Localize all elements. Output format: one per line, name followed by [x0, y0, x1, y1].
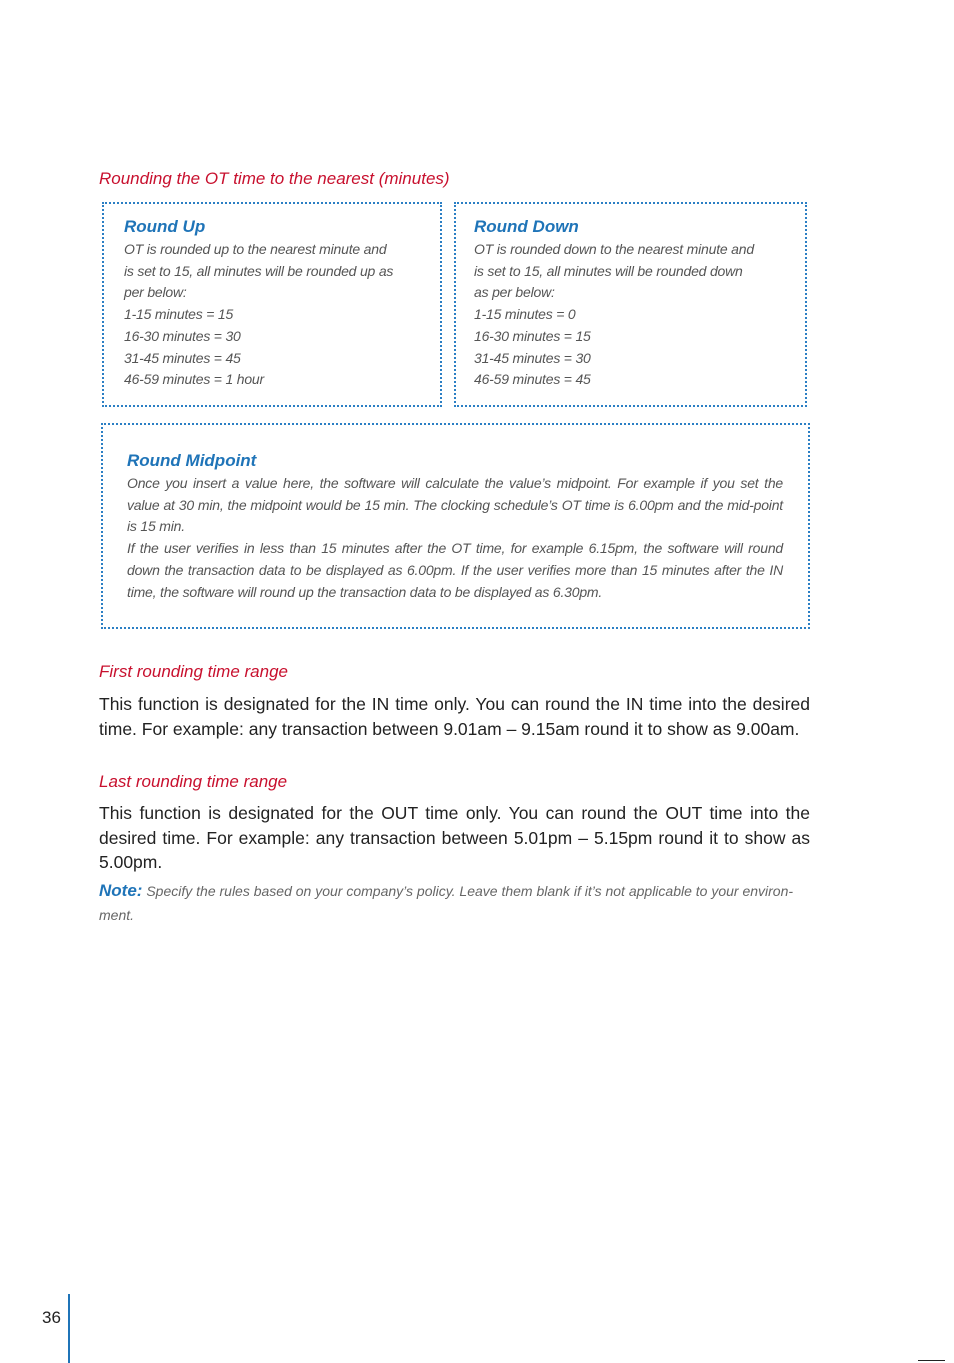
first-range-heading: First rounding time range — [99, 662, 288, 681]
round-down-text — [474, 239, 787, 391]
corner-rule — [918, 1360, 945, 1361]
round-up-line: is set to 15, all minutes will be rounded up as — [124, 262, 394, 279]
round-down-line: 46-59 minutes = 45 — [474, 371, 591, 388]
round-up-text — [124, 239, 420, 391]
section-heading: Rounding the OT time to the nearest (minutes) — [99, 169, 450, 188]
last-range-heading: Last rounding time range — [99, 772, 288, 791]
round-down-line: 16-30 minutes = 15 — [474, 327, 591, 344]
note-text: Specify the rules based on your company’s policy. Leave them blank if it’s not applicable to your environ-ment. — [99, 883, 794, 923]
round-down-line: 1-15 minutes = 0 — [474, 306, 576, 323]
note-label: Note: — [99, 881, 143, 900]
round-midpoint-paragraph: Once you insert a value here, the software will calculate the value’s midpoint. For example if you set the value at 30 min, the midpoint would be 15 min. The clocking schedule’s OT time is 6.00pm and the mid-point is 15 min. — [127, 475, 783, 535]
last-range-text: This function is designated for the OUT time only. You can round the OUT time into the desired time. For example: any transaction between 5.01pm – 5.15pm round it to show as 5.00pm. — [99, 803, 810, 872]
note — [99, 879, 810, 927]
round-up-line: 16-30 minutes = 30 — [124, 327, 241, 344]
round-up-line: 1-15 minutes = 15 — [124, 306, 234, 323]
page-number-rule — [68, 1294, 70, 1363]
round-up-line: 31-45 minutes = 45 — [124, 349, 241, 366]
round-down-title: Round Down — [474, 217, 579, 236]
round-midpoint-paragraph: If the user verifies in less than 15 minutes after the OT time, for example 6.15pm, the software will round down the transaction data to be displayed as 6.00pm. If the user verifies more than 15 minutes after the IN time, the software will round up the transaction data to be displayed as 6.30pm. — [127, 540, 783, 600]
round-down-line: is set to 15, all minutes will be rounded down — [474, 262, 743, 279]
round-up-title: Round Up — [124, 217, 206, 236]
round-up-line: 46-59 minutes = 1 hour — [124, 371, 264, 388]
round-down-line: as per below: — [474, 284, 555, 301]
round-up-line: per below: — [124, 284, 187, 301]
round-up-line: OT is rounded up to the nearest minute and — [124, 241, 387, 257]
round-down-line: OT is rounded down to the nearest minute and — [474, 241, 754, 257]
round-up-box — [102, 202, 442, 407]
first-range-text: This function is designated for the IN time only. You can round the IN time into the desired time. For example: any transaction between 9.01am – 9.15am round it to show as 9.00am. — [99, 694, 810, 739]
round-down-box — [454, 202, 807, 407]
page-number: 36 — [42, 1308, 61, 1327]
round-midpoint-box — [101, 423, 810, 629]
round-down-line: 31-45 minutes = 30 — [474, 349, 591, 366]
round-midpoint-title: Round Midpoint — [127, 451, 257, 470]
